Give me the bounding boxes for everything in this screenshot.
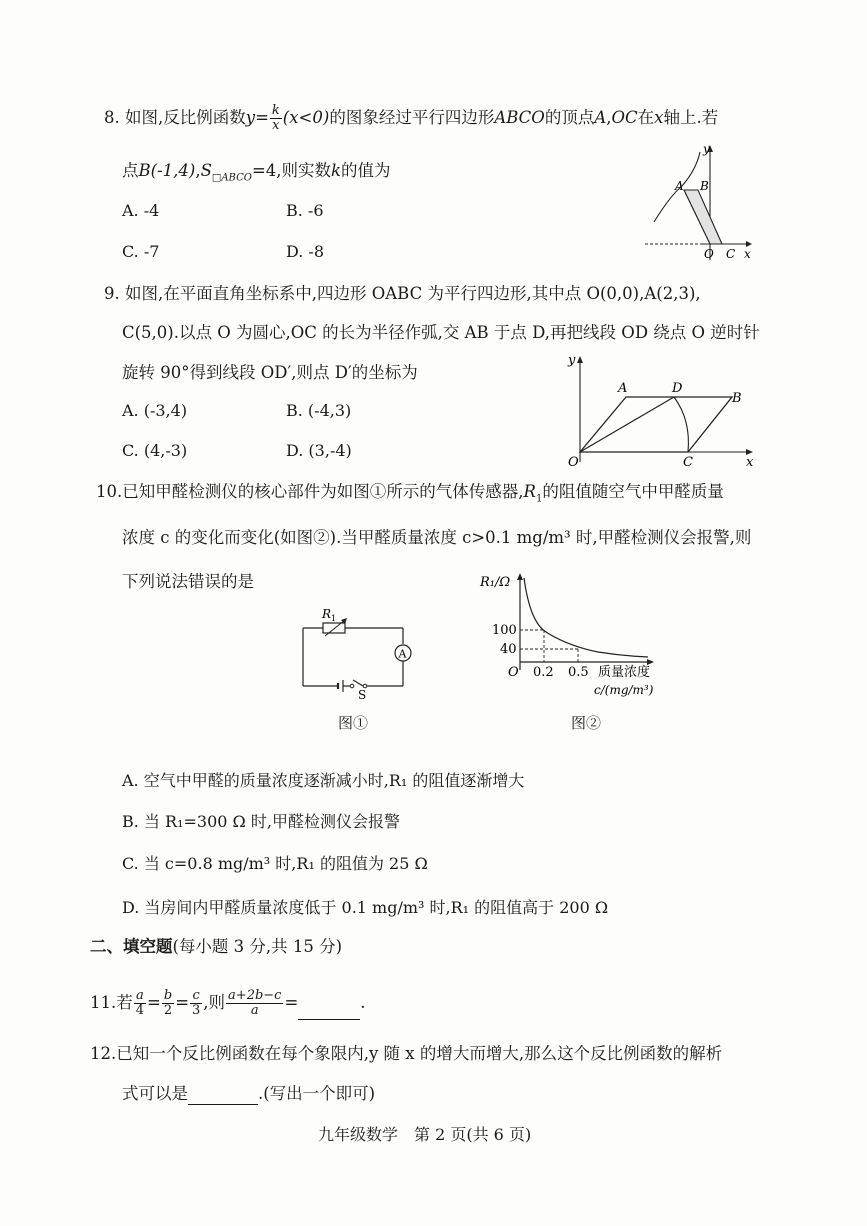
- q11-fraction-c3: $\frac{c}{3}$: [192, 988, 201, 1018]
- q10-fig2-xlabel2: c/(mg/m³): [594, 683, 654, 697]
- q10-graph-figure: [478, 570, 678, 710]
- q12-answer-blank[interactable]: [188, 1086, 258, 1105]
- q8-option-c: C. -7: [122, 242, 160, 261]
- q8-fig-a: A: [675, 179, 684, 193]
- q9-fig-x: x: [746, 455, 754, 470]
- q8-option-d: D. -8: [286, 242, 325, 261]
- q10-line-3: 下列说法错误的是: [122, 572, 254, 591]
- q11-fraction-b2: $\frac{b}{2}$: [163, 988, 173, 1018]
- q11-fraction-a4: $\frac{a}{4}$: [135, 988, 145, 1018]
- q10-fig2-tick-05: 0.5: [568, 665, 589, 680]
- q11-answer-blank[interactable]: [298, 999, 360, 1020]
- q9-fig-d: D: [672, 381, 683, 396]
- page-footer: 九年级数学 第 2 页(共 6 页): [318, 1125, 532, 1144]
- q9-fig-o: O: [568, 455, 579, 470]
- q8-option-b: B. -6: [286, 201, 324, 220]
- q9-option-b: B. (-4,3): [286, 401, 352, 420]
- section-2-heading: 二、填空题(每小题 3 分,共 15 分): [90, 937, 343, 956]
- q10-fig2-tick-40: 40: [500, 642, 517, 657]
- q10-fig1-r1: $R_1$: [322, 607, 337, 623]
- q10-fig1-caption: 图①: [338, 714, 369, 732]
- q9-fig-y: y: [568, 353, 576, 368]
- q10-option-d: D. 当房间内甲醛质量浓度低于 0.1 mg/m³ 时,R₁ 的阻值高于 200 Ω: [122, 898, 609, 917]
- q9-fig-b: B: [732, 391, 742, 406]
- q10-fig2-origin: O: [508, 665, 519, 680]
- q10-option-c: C. 当 c=0.8 mg/m³ 时,R₁ 的阻值为 25 Ω: [122, 854, 428, 873]
- q11-line: 11.若 $\frac{a}{4}$ = $\frac{b}{2}$ = $\frac{c}{3}$ ,则 $\frac{a+2b-c}{a}$ = .: [90, 988, 366, 1018]
- q10-fig2-caption: 图②: [571, 714, 602, 732]
- q10-line-1: 10.已知甲醛检测仪的核心部件为如图①所示的气体传感器$,R_1$的阻值随空气中甲醛质量: [96, 482, 724, 505]
- q9-option-a: A. (-3,4): [122, 401, 188, 420]
- q8-fig-b: B: [700, 179, 709, 193]
- q9-line-1: 9. 如图,在平面直角坐标系中,四边形 OABC 为平行四边形,其中点 O(0,0),A(2,3),: [104, 284, 701, 303]
- q9-line-3: 旋转 90°得到线段 OD′,则点 D′的坐标为: [122, 363, 418, 382]
- q8-line-1: 8. 如图,反比例函数y= $\frac{k}{x}$ (x<0)的图象经过平行四边形ABCO的顶点A,OC在x轴上.若: [104, 103, 719, 133]
- q9-option-c: C. (4,-3): [122, 441, 188, 460]
- q10-fig2-tick-02: 0.2: [533, 665, 554, 680]
- q11-fraction-expr: $\frac{a+2b-c}{a}$: [228, 988, 282, 1018]
- q10-option-a: A. 空气中甲醛的质量浓度逐渐减小时,R₁ 的阻值逐渐增大: [122, 771, 525, 790]
- q9-figure: [560, 350, 760, 470]
- q9-fig-a: A: [618, 381, 628, 396]
- q10-fig2-xlabel1: 质量浓度: [598, 665, 651, 680]
- q8-fraction: $\frac{k}{x}$: [271, 103, 280, 133]
- q8-fig-x: x: [744, 247, 751, 261]
- q10-fig2-ylabel: R₁/Ω: [480, 575, 511, 590]
- q10-ammeter-label: A: [398, 647, 407, 661]
- q10-switch-label: S: [358, 688, 367, 700]
- q8-option-a: A. -4: [122, 201, 160, 220]
- q10-option-b: B. 当 R₁=300 Ω 时,甲醛检测仪会报警: [122, 812, 400, 831]
- q10-line-2: 浓度 c 的变化而变化(如图②).当甲醛质量浓度 c>0.1 mg/m³ 时,甲醛检测仪会报警,则: [122, 528, 752, 547]
- q9-fig-c: C: [683, 455, 693, 470]
- q8-fig-y: y: [703, 142, 710, 156]
- q10-fig2-tick-100: 100: [492, 623, 517, 638]
- q9-option-d: D. (3,-4): [286, 441, 352, 460]
- q10-circuit-figure: [295, 600, 415, 700]
- q12-line-2: 式可以是 .(写出一个即可): [122, 1084, 376, 1103]
- q8-fig-c: C: [726, 247, 736, 261]
- q9-line-2: C(5,0).以点 O 为圆心,OC 的长为半径作弧,交 AB 于点 D,再把线段 OD 绕点 O 逆时针: [122, 323, 760, 342]
- q8-figure: [640, 140, 760, 265]
- q8-fig-o: O: [704, 247, 714, 261]
- q8-line-2: 点$B(-1,4),S_{□ABCO}=4$,则实数k的值为: [122, 161, 391, 184]
- q12-line-1: 12.已知一个反比例函数在每个象限内,y 随 x 的增大而增大,那么这个反比例函数的解析: [90, 1044, 723, 1063]
